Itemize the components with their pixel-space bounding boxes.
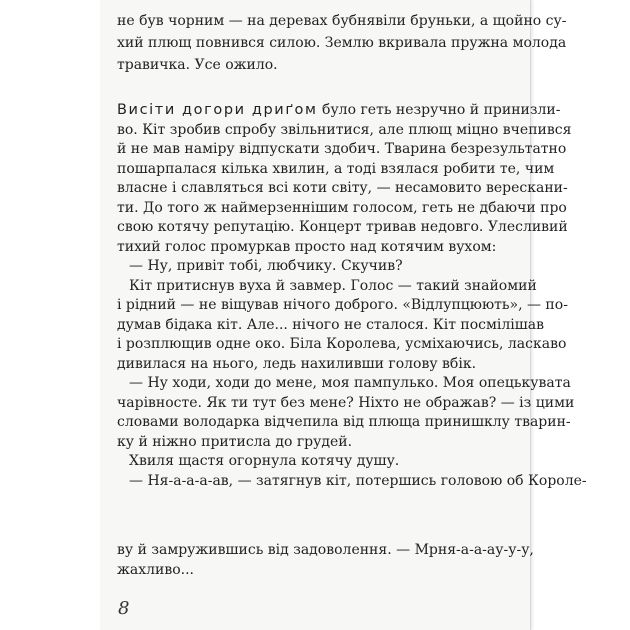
text-line: й не мав наміру відпускати здобич. Тварина безрезультатно [117, 141, 567, 157]
lead-in-text: Висіти догори дриґом [117, 102, 318, 118]
text-line: чарівносте. Як ти тут без мене? Ніхто не ображав? — із цими [117, 394, 575, 411]
text-line: свою котячу репутацію. Концерт тривав недовго. Улесливий [117, 219, 568, 235]
text-line: словами володарка відчепила від плюща принишклу тварин- [117, 414, 571, 430]
text-line: не був чорним — на деревах бубнявіли бруньки, а щойно су- [117, 13, 567, 29]
text-line: і рідний — не віщував нічого доброго. «Відлупцюють», — по- [117, 297, 568, 313]
text-line: во. Кіт зробив спробу звільнитися, але плющ міцно вчепився [117, 121, 572, 138]
text-line: тихий голос промуркав просто над котячим вухом: [117, 238, 497, 255]
text-line: пошарпалася кілька хвилин, а тоді взялася робити те, чим [117, 160, 555, 177]
paragraph-first-line [117, 100, 561, 120]
text-line: Хвиля щастя огорнула котячу душу. [129, 453, 400, 469]
text-line: власне і славляться всі коти світу, — несамовито верескани- [117, 180, 568, 196]
text-line: ку й ніжно притисла до грудей. [117, 433, 353, 450]
text-line: хий плющ повнився силою. Землю вкривала пружна молода [117, 35, 567, 51]
text-line: було геть незручно й принизли- [322, 102, 561, 118]
text-line: дивилася на нього, ледь нахиливши голову вбік. [117, 355, 477, 372]
text-line: травичка. Усе ожило. [117, 57, 278, 73]
text-line: думав бідака кіт. Але... нічого не сталося. Кіт посмілішав [117, 316, 544, 333]
dialogue-line: — Ня-а-а-а-ав, — затягнув кіт, потершись головою об Короле- [129, 472, 587, 489]
text-line: ву й замружившись від задоволення. — Мрня-а-а-ау-у-у, [117, 542, 534, 558]
text-line: жахливо... [117, 562, 195, 578]
page-number: 8 [118, 598, 130, 619]
text-line: ти. До того ж наймерзеннішим голосом, геть не дбаючи про [117, 199, 567, 216]
text-line: Кіт притиснув вуха й завмер. Голос — такий знайомий [129, 277, 537, 294]
dialogue-line: — Ну ходи, ходи до мене, моя пампулько. Моя опецькувата [129, 375, 571, 391]
dialogue-line: — Ну, привіт тобі, любчику. Скучив? [129, 258, 403, 274]
text-line: і розплющив одне око. Біла Королева, усміхаючись, ласкаво [117, 336, 567, 352]
